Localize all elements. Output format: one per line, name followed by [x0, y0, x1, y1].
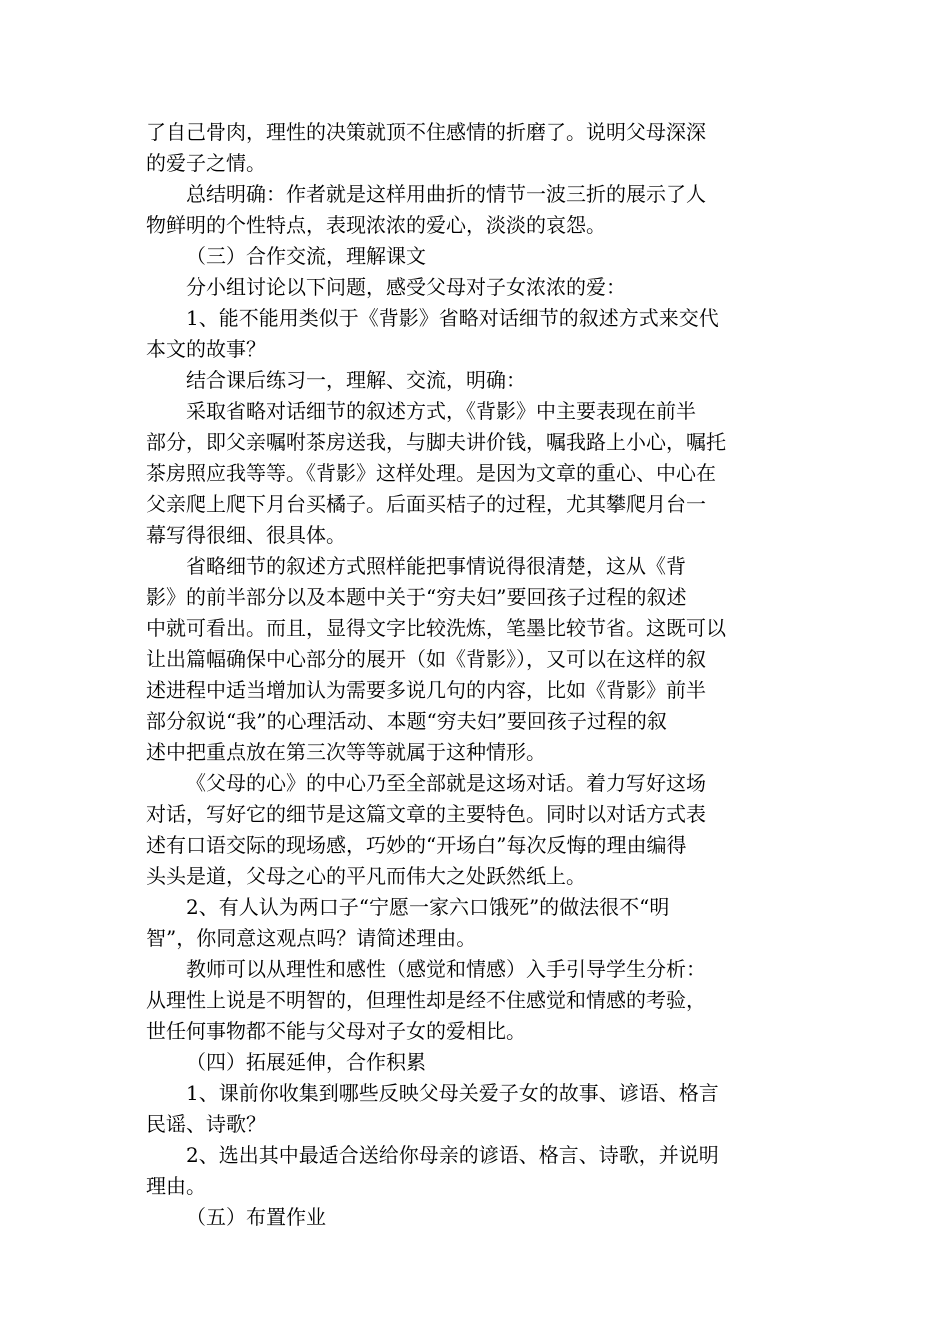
- text-line: 了自己骨肉，理性的决策就顶不住感情的折磨了。说明父母深深: [146, 120, 706, 144]
- text-line: 《父母的心》的中心乃至全部就是这场对话。着力写好这场: [186, 771, 706, 795]
- text-line: 的爱子之情。: [146, 151, 266, 175]
- text-line: 世任何事物都不能与父母对子女的爱相比。: [146, 1019, 526, 1043]
- text-line: 理由。: [146, 1174, 206, 1198]
- text-line: 从理性上说是不明智的，但理性却是经不住感觉和情感的考验，: [146, 988, 706, 1012]
- text-line: 物鲜明的个性特点，表现浓浓的爱心，淡淡的哀怨。: [146, 213, 606, 237]
- text-line: 部分，即父亲嘱咐茶房送我，与脚夫讲价钱，嘱我路上小心，嘱托: [146, 430, 726, 454]
- text-line: 述进程中适当增加认为需要多说几句的内容，比如《背影》前半: [146, 678, 706, 702]
- text-line: 教师可以从理性和感性（感觉和情感）入手引导学生分析：: [186, 957, 706, 981]
- section-heading: （四）拓展延伸，合作积累: [186, 1050, 426, 1074]
- text-line: 述有口语交际的现场感，巧妙的“开场白”每次反悔的理由编得: [146, 833, 687, 857]
- text-line: 头头是道，父母之心的平凡而伟大之处跃然纸上。: [146, 864, 586, 888]
- text-line: 对话，写好它的细节是这篇文章的主要特色。同时以对话方式表: [146, 802, 706, 826]
- text-line: 部分叙说“我”的心理活动、本题“穷夫妇”要回孩子过程的叙: [146, 709, 667, 733]
- text-line: 本文的故事？: [146, 337, 266, 361]
- question-line: 2、有人认为两口子“宁愿一家六口饿死”的做法很不“明: [186, 895, 670, 919]
- text-line: 智”，你同意这观点吗？请简述理由。: [146, 926, 477, 950]
- text-line: 分小组讨论以下问题，感受父母对子女浓浓的爱：: [186, 275, 626, 299]
- text-line: 父亲爬上爬下月台买橘子。后面买桔子的过程，尤其攀爬月台一: [146, 492, 706, 516]
- question-line: 1、课前你收集到哪些反映父母关爱子女的故事、谚语、格言: [186, 1081, 719, 1105]
- section-heading: （三）合作交流，理解课文: [186, 244, 426, 268]
- question-line: 1、能不能用类似于《背影》省略对话细节的叙述方式来交代: [186, 306, 719, 330]
- text-line: 采取省略对话细节的叙述方式，《背影》中主要表现在前半: [186, 399, 696, 423]
- text-line: 让出篇幅确保中心部分的展开（如《背影》），又可以在这样的叙: [146, 647, 706, 671]
- text-line: 总结明确：作者就是这样用曲折的情节一波三折的展示了人: [186, 182, 706, 206]
- text-line: 民谣、诗歌？: [146, 1112, 266, 1136]
- section-heading: （五）布置作业: [186, 1205, 326, 1229]
- text-line: 述中把重点放在第三次等等就属于这种情形。: [146, 740, 546, 764]
- text-line: 茶房照应我等等。《背影》这样处理。是因为文章的重心、中心在: [146, 461, 716, 485]
- text-line: 幕写得很细、很具体。: [146, 523, 346, 547]
- text-line: 结合课后练习一，理解、交流，明确：: [186, 368, 526, 392]
- question-line: 2、选出其中最适合送给你母亲的谚语、格言、诗歌，并说明: [186, 1143, 719, 1167]
- text-line: 省略细节的叙述方式照样能把事情说得很清楚，这从《背: [186, 554, 686, 578]
- text-line: 中就可看出。而且，显得文字比较洗炼，笔墨比较节省。这既可以: [146, 616, 726, 640]
- text-line: 影》的前半部分以及本题中关于“穷夫妇”要回孩子过程的叙述: [146, 585, 687, 609]
